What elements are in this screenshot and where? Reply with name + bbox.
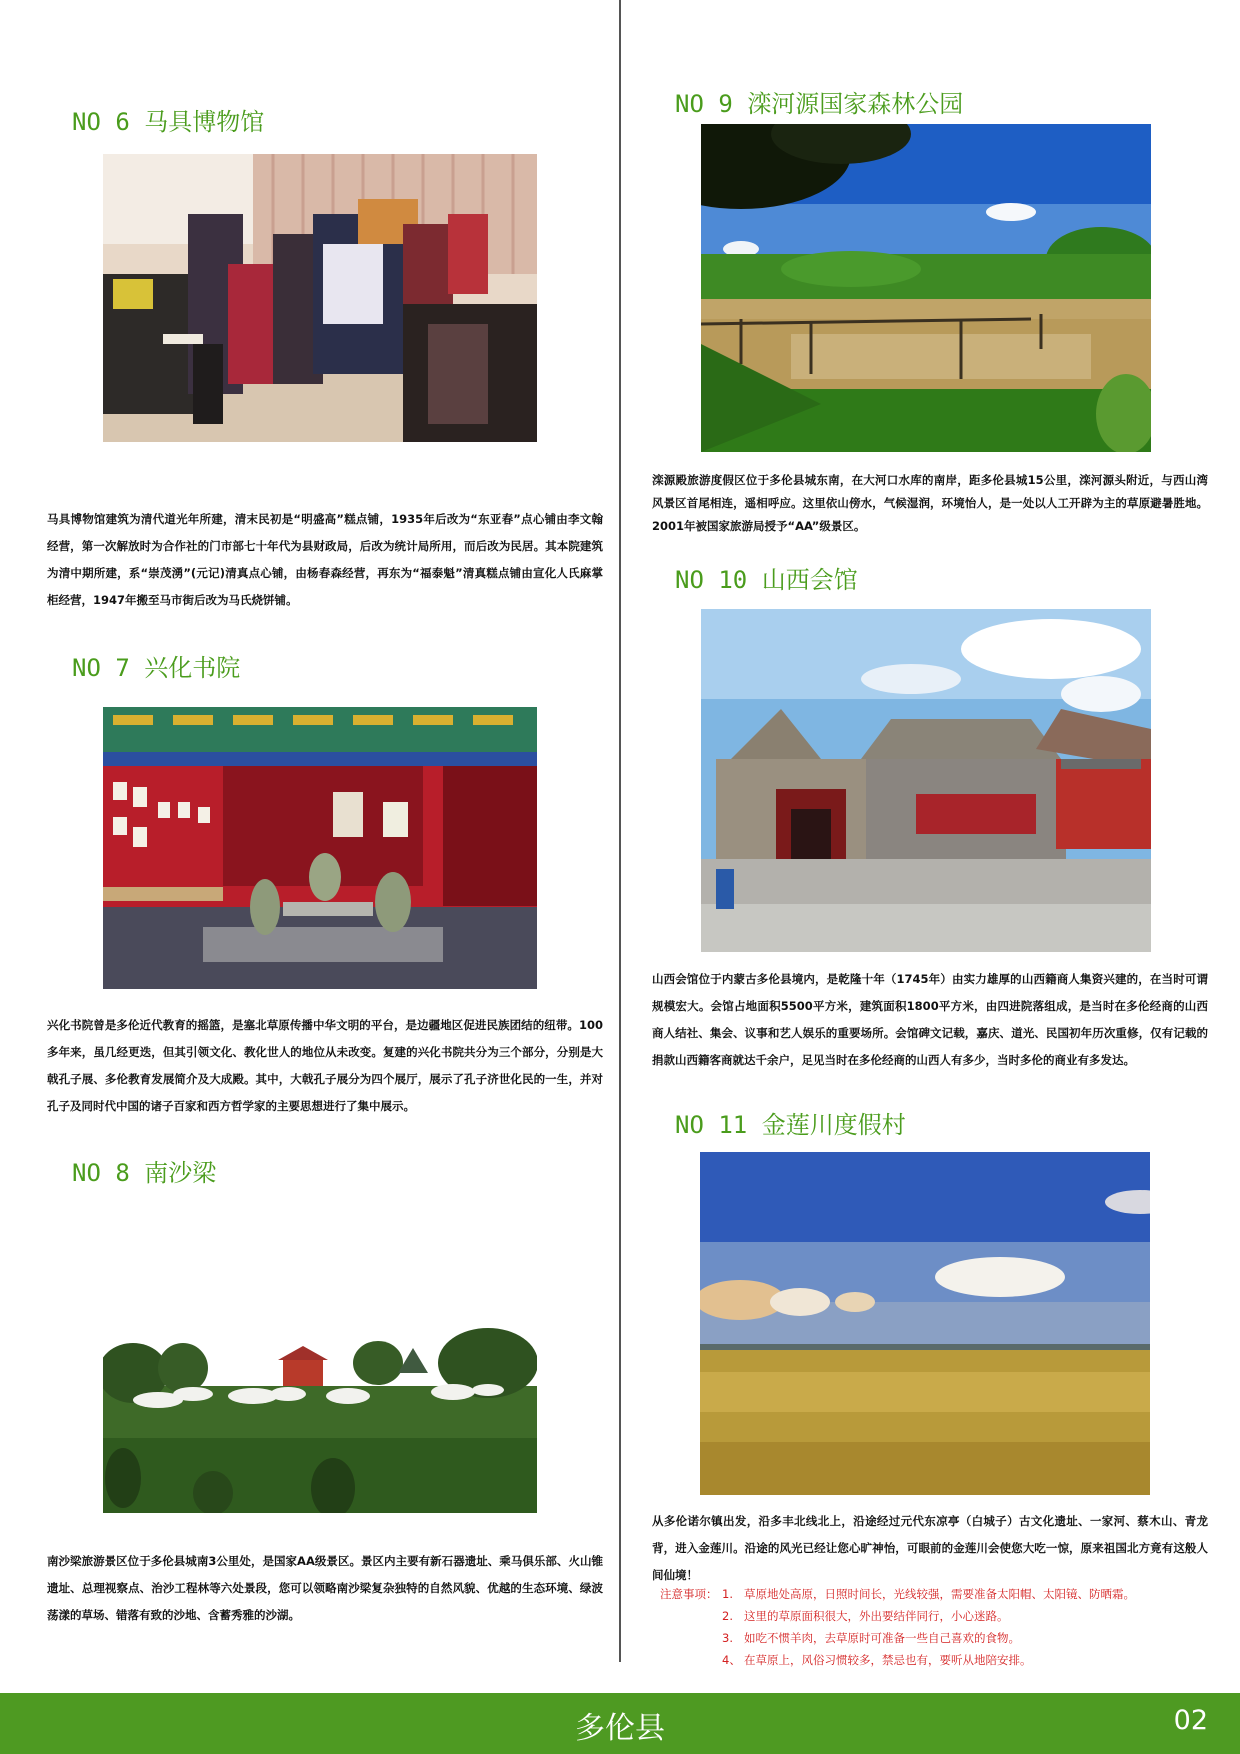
footer-title: 多伦县 xyxy=(575,1711,665,1746)
footer-bar xyxy=(0,1693,1240,1754)
travel-notes-label: 注意事项： xyxy=(660,1587,718,1601)
travel-note-4 xyxy=(660,1649,1200,1671)
section-heading-shanxi-guild-hall: NO 10 山西会馆 xyxy=(675,566,858,594)
saddle-museum-photo xyxy=(103,154,537,442)
jinlianchuan-resort-photo xyxy=(700,1152,1150,1495)
travel-note-3 xyxy=(660,1627,1200,1649)
section-text-nanshaliang: 南沙梁旅游景区位于多伦县城南3公里处，是国家AA级景区。景区内主要有新石器遗址、乘马俱乐部、火山锥遗址、总理视察点、治沙工程林等六处景段，您可以领略南沙梁复杂独特的自然风貌、优越的生态环境、绿波荡漾的草场、错落有致的沙地、含蓄秀雅的沙湖。 xyxy=(47,1554,603,1622)
travel-note-text: 如吃不惯羊肉，去草原时可准备一些自己喜欢的食物。 xyxy=(744,1631,1020,1645)
section-heading-nanshaliang: NO 8 南沙梁 xyxy=(72,1159,217,1187)
section-heading-xinghua-academy: NO 7 兴化书院 xyxy=(72,654,241,682)
travel-note-text: 在草原上，风俗习惯较多，禁忌也有，要听从地陪安排。 xyxy=(744,1653,1032,1667)
section-text-shanxi-guild-hall: 山西会馆位于内蒙古多伦县境内，是乾隆十年（1745年）由实力雄厚的山西籍商人集资兴建的，在当时可谓规模宏大。会馆占地面积5500平方米，建筑面积1800平方米，由四进院落组成，是当时在多伦经商的山西商人结社、集会、议事和艺人娱乐的重要场所。会馆碑文记载，嘉庆、道光、民国初年历次重修，仅有记载的捐款山西籍客商就达千余户，足见当时在多伦经商的山西人有多少，当时多伦的商业有多发达。 xyxy=(652,972,1208,1067)
travel-note-number: 3. xyxy=(722,1631,733,1645)
page-number: 02 xyxy=(1173,1705,1208,1736)
travel-note-number: 2. xyxy=(722,1609,733,1623)
section-text-jinlianchuan-resort: 从多伦诺尔镇出发，沿多丰北线北上，沿途经过元代东凉亭（白城子）古文化遗址、一家河、蔡木山、青龙背，进入金莲川。沿途的风光已经让您心旷神怡，可眼前的金莲川会使您大吃一惊，原来祖国北方竟有这般人间仙境！ xyxy=(652,1514,1208,1582)
travel-note-text: 这里的草原面积很大，外出要结伴同行，小心迷路。 xyxy=(744,1609,1009,1623)
travel-note-2 xyxy=(660,1605,1200,1627)
travel-note-1 xyxy=(660,1583,1200,1605)
travel-note-number: 1. xyxy=(722,1587,733,1601)
section-heading-luanhe-forest-park: NO 9 滦河源国家森林公园 xyxy=(675,90,964,118)
travel-notes xyxy=(660,1583,1200,1671)
luanhe-forest-park-photo xyxy=(701,124,1151,452)
section-text-xinghua-academy: 兴化书院曾是多伦近代教育的摇篮，是塞北草原传播中华文明的平台，是边疆地区促进民族团结的纽带。100多年来，虽几经更迭，但其引领文化、教化世人的地位从未改变。复建的兴化书院共分为三个部分，分别是大戟孔子展、多伦教育发展简介及大成殿。其中，大戟孔子展分为四个展厅，展示了孔子济世化民的一生，并对孔子及同时代中国的诸子百家和西方哲学家的主要思想进行了集中展示。 xyxy=(47,1018,603,1113)
xinghua-academy-photo xyxy=(103,707,537,989)
nanshaliang-photo xyxy=(103,1328,537,1513)
section-heading-saddle-museum: NO 6 马具博物馆 xyxy=(72,108,265,136)
travel-note-number: 4、 xyxy=(722,1653,741,1667)
column-divider xyxy=(619,0,621,1662)
travel-note-text: 草原地处高原，日照时间长，光线较强，需要准备太阳帽、太阳镜、防晒霜。 xyxy=(744,1587,1135,1601)
section-text-saddle-museum: 马具博物馆建筑为清代道光年所建，清末民初是“明盛高”糕点铺，1935年后改为“东亚春”点心铺由李文翰经营，第一次解放时为合作社的门市部七十年代为县财政局，后改为统计局所用，而后改为民居。其本院建筑为清中期所建，系“崇茂湧”(元记)清真点心铺，由杨春森经营，再东为“福泰魁”清真糕点铺由宣化人氏麻掌柜经营，1947年搬至马市街后改为马氏烧饼铺。 xyxy=(47,512,603,607)
section-text-luanhe-forest-park: 滦源殿旅游度假区位于多伦县城东南，在大河口水库的南岸，距多伦县城15公里，滦河源头附近，与西山湾风景区首尾相连，遥相呼应。这里依山傍水，气候湿润，环境怡人，是一处以人工开辟为主的草原避暑胜地。2001年被国家旅游局授予“AA”级景区。 xyxy=(652,473,1208,533)
shanxi-guild-hall-photo xyxy=(701,609,1151,952)
section-heading-jinlianchuan-resort: NO 11 金莲川度假村 xyxy=(675,1111,906,1139)
